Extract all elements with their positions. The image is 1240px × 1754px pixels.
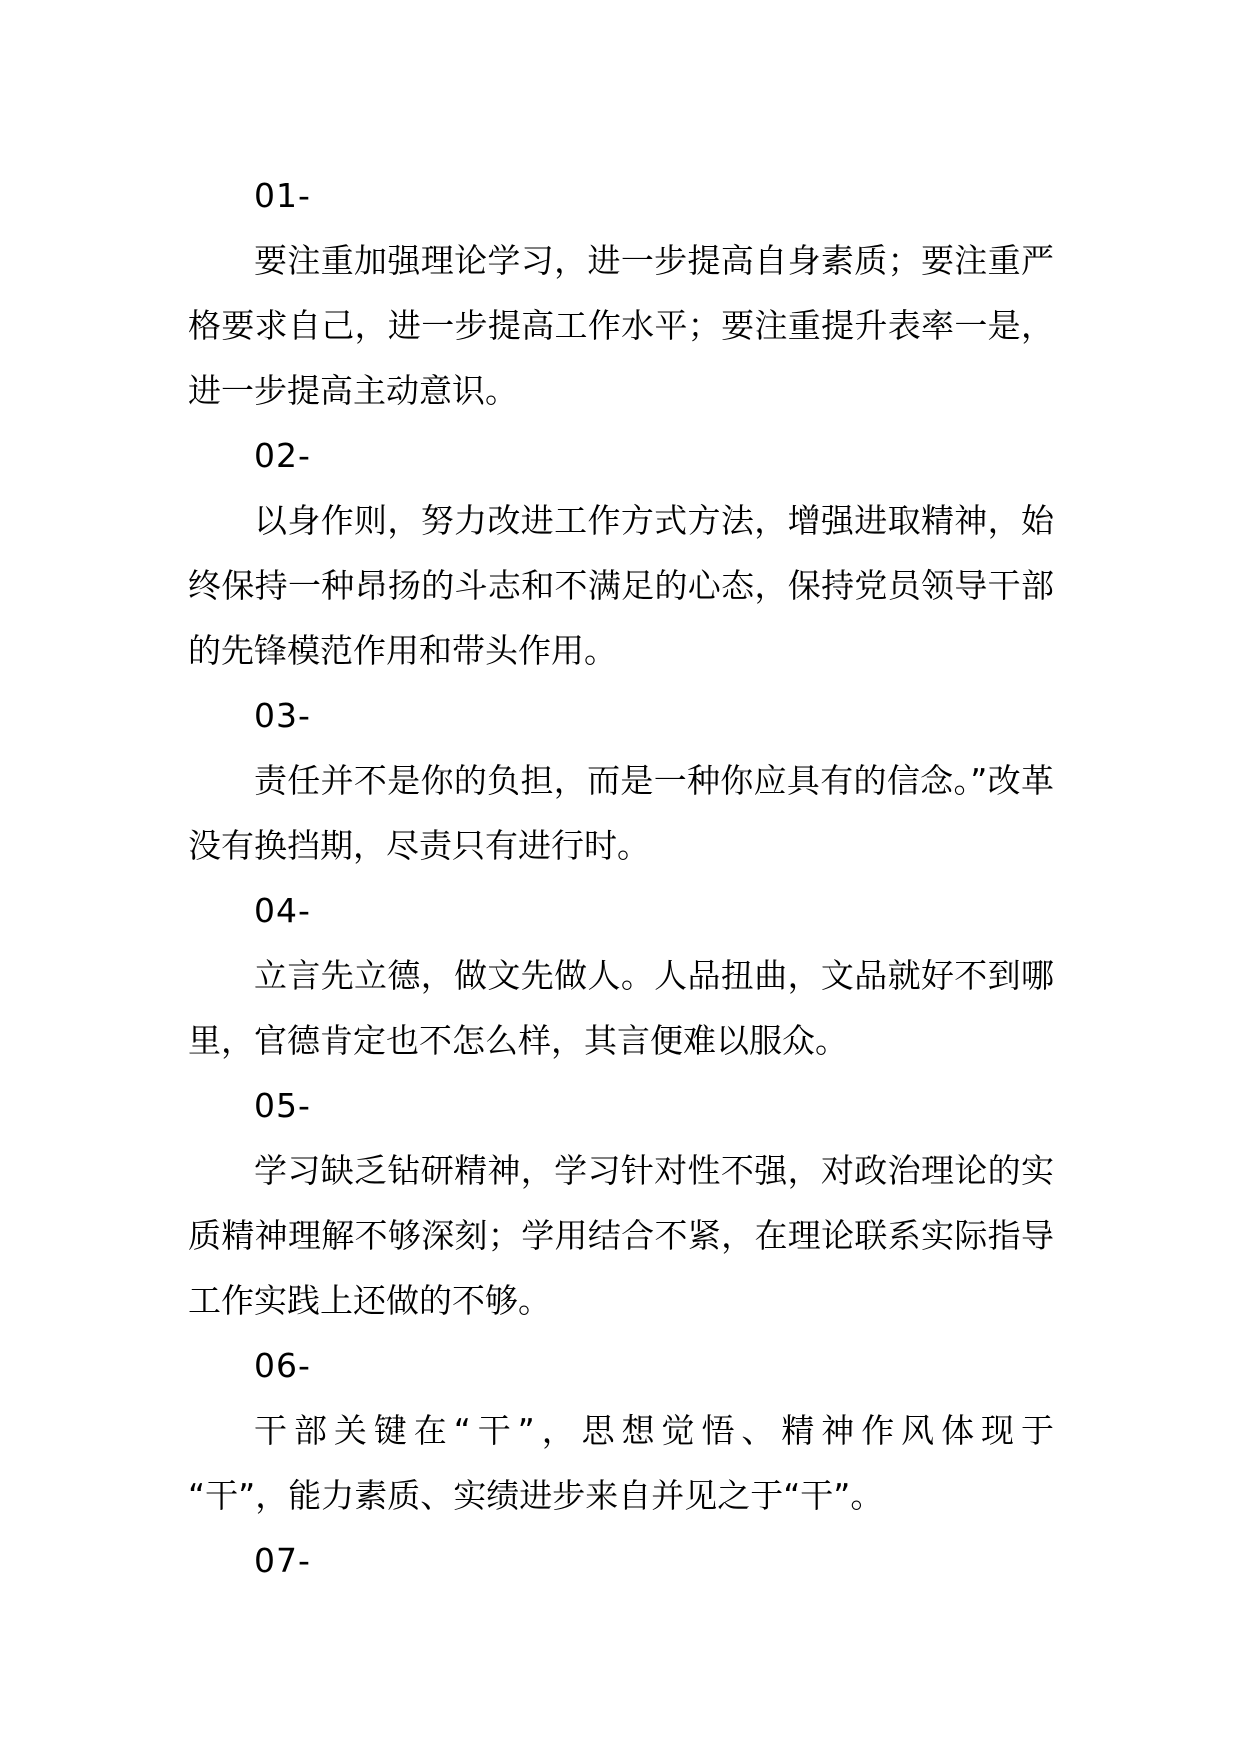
- item-number-04: 04-: [254, 891, 311, 930]
- item-text-05: 学习缺乏钻研精神，学习针对性不强，对政治理论的实质精神理解不够深刻；学用结合不紧，在理论联系实际指导工作实践上还做的不够。: [188, 1151, 1054, 1320]
- item-text-01: 要注重加强理论学习，进一步提高自身素质；要注重严格要求自己，进一步提高工作水平；要注重提升表率一是，进一步提高主动意识。: [188, 241, 1054, 410]
- item-text-06-line1: 干部关键在“干”，思想觉悟、精神作风体现于: [254, 1411, 1054, 1450]
- item-text-04: 立言先立德，做文先做人。人品扭曲，文品就好不到哪里，官德肯定也不怎么样，其言便难以服众。: [188, 956, 1054, 1060]
- item-text-02: 以身作则，努力改进工作方式方法，增强进取精神，始终保持一种昂扬的斗志和不满足的心态，保持党员领导干部的先锋模范作用和带头作用。: [188, 501, 1054, 670]
- item-number-06: 06-: [254, 1346, 311, 1385]
- item-number-07: 07-: [254, 1541, 311, 1580]
- document-body: [188, 163, 1054, 1593]
- item-number-05: 05-: [254, 1086, 311, 1125]
- item-number-03: 03-: [254, 696, 311, 735]
- item-number-02: 02-: [254, 436, 311, 475]
- item-number-01: 01-: [254, 176, 311, 215]
- item-text-03: 责任并不是你的负担，而是一种你应具有的信念。”改革没有换挡期，尽责只有进行时。: [188, 761, 1054, 865]
- item-text-06-line2: “干”，能力素质、实绩进步来自并见之于“干”。: [188, 1476, 884, 1515]
